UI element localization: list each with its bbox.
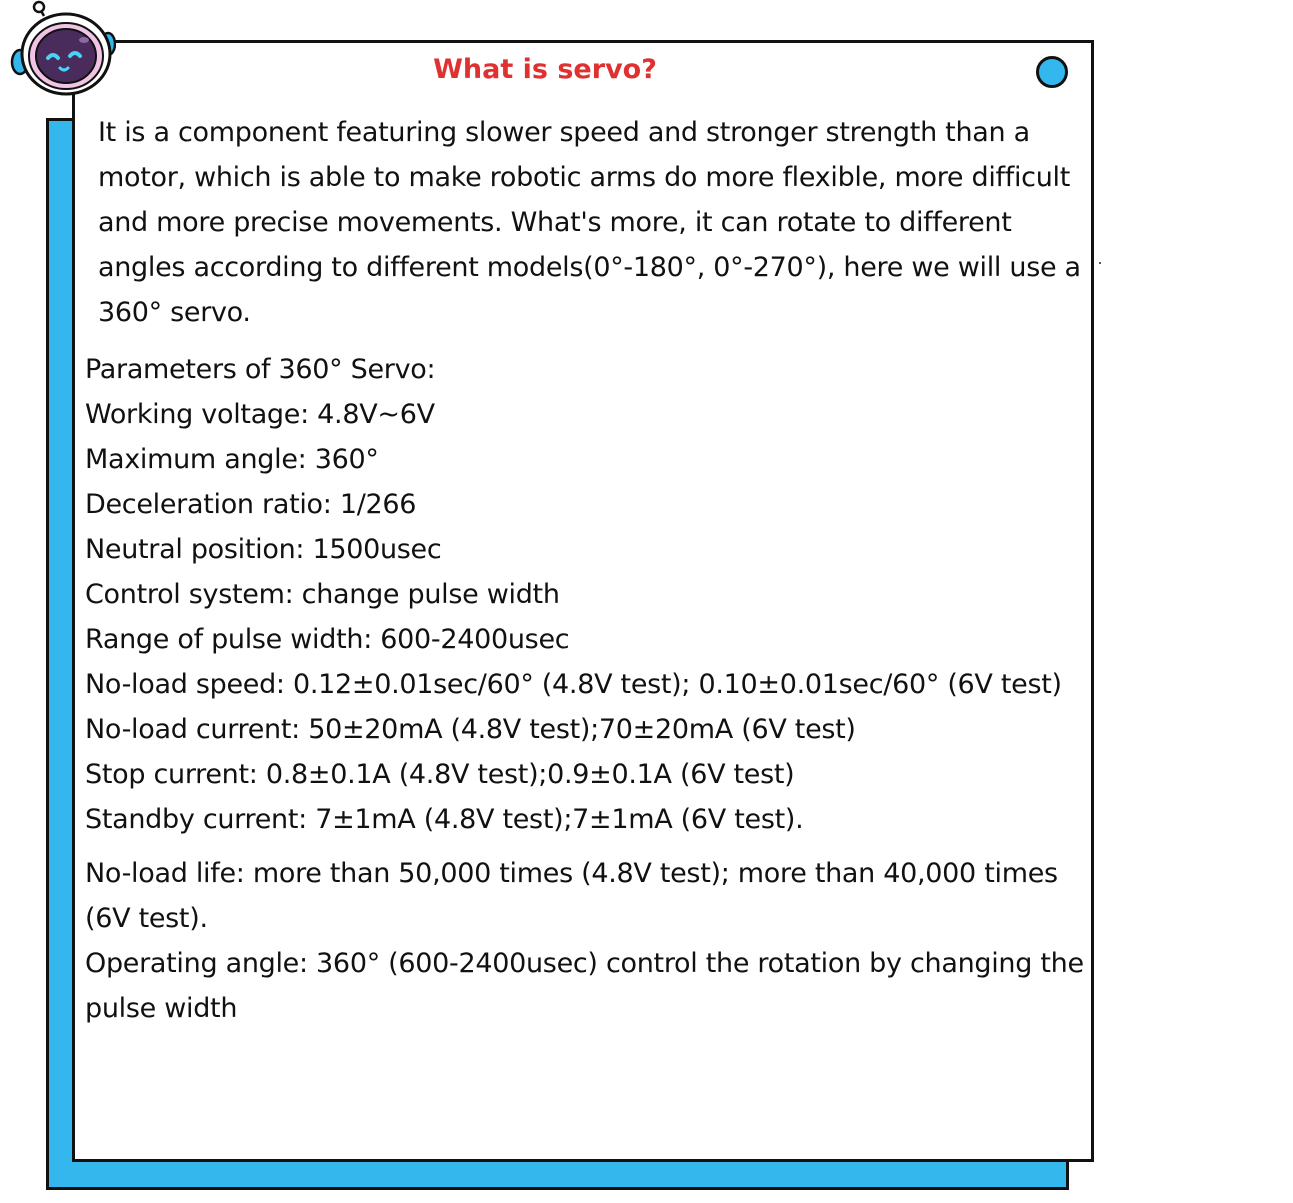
param-deceleration-ratio: Deceleration ratio: 1/266: [85, 489, 417, 520]
parameters-heading: Parameters of 360° Servo:: [85, 354, 436, 385]
param-no-load-life: No-load life: more than 50,000 times (4.8V test); more than 40,000 times (6V test).: [85, 858, 1058, 934]
param-standby-current: Standby current: 7±1mA (4.8V test);7±1mA (6V test).: [85, 804, 804, 835]
card-title: What is servo?: [433, 54, 657, 85]
stray-dot: [1099, 262, 1101, 264]
blue-dot-icon: [1036, 56, 1068, 88]
robot-mascot-icon: [6, 0, 116, 100]
param-no-load-current: No-load current: 50±20mA (4.8V test);70±20mA (6V test): [85, 714, 856, 745]
param-control-system: Control system: change pulse width: [85, 579, 560, 610]
param-stop-current: Stop current: 0.8±0.1A (4.8V test);0.9±0.1A (6V test): [85, 759, 795, 790]
param-pulse-width-range: Range of pulse width: 600-2400usec: [85, 624, 570, 655]
param-no-load-speed: No-load speed: 0.12±0.01sec/60° (4.8V test); 0.10±0.01sec/60° (6V test): [85, 669, 1062, 700]
servo-parameters-list: [85, 347, 1085, 842]
param-operating-angle: Operating angle: 360° (600-2400usec) control the rotation by changing the pulse width: [85, 948, 1084, 1024]
intro-paragraph: It is a component featuring slower speed and stronger strength than a motor, which is able to make robotic arms do more flexible, more difficult and more precise movements. What's more, it can rotate to different angles according to different models(0°-180°, 0°-270°), here we will use a 360° servo.: [98, 117, 1081, 328]
extra-parameters: [85, 851, 1085, 1031]
param-working-voltage: Working voltage: 4.8V~6V: [85, 399, 435, 430]
param-neutral-position: Neutral position: 1500usec: [85, 534, 442, 565]
param-maximum-angle: Maximum angle: 360°: [85, 444, 379, 475]
